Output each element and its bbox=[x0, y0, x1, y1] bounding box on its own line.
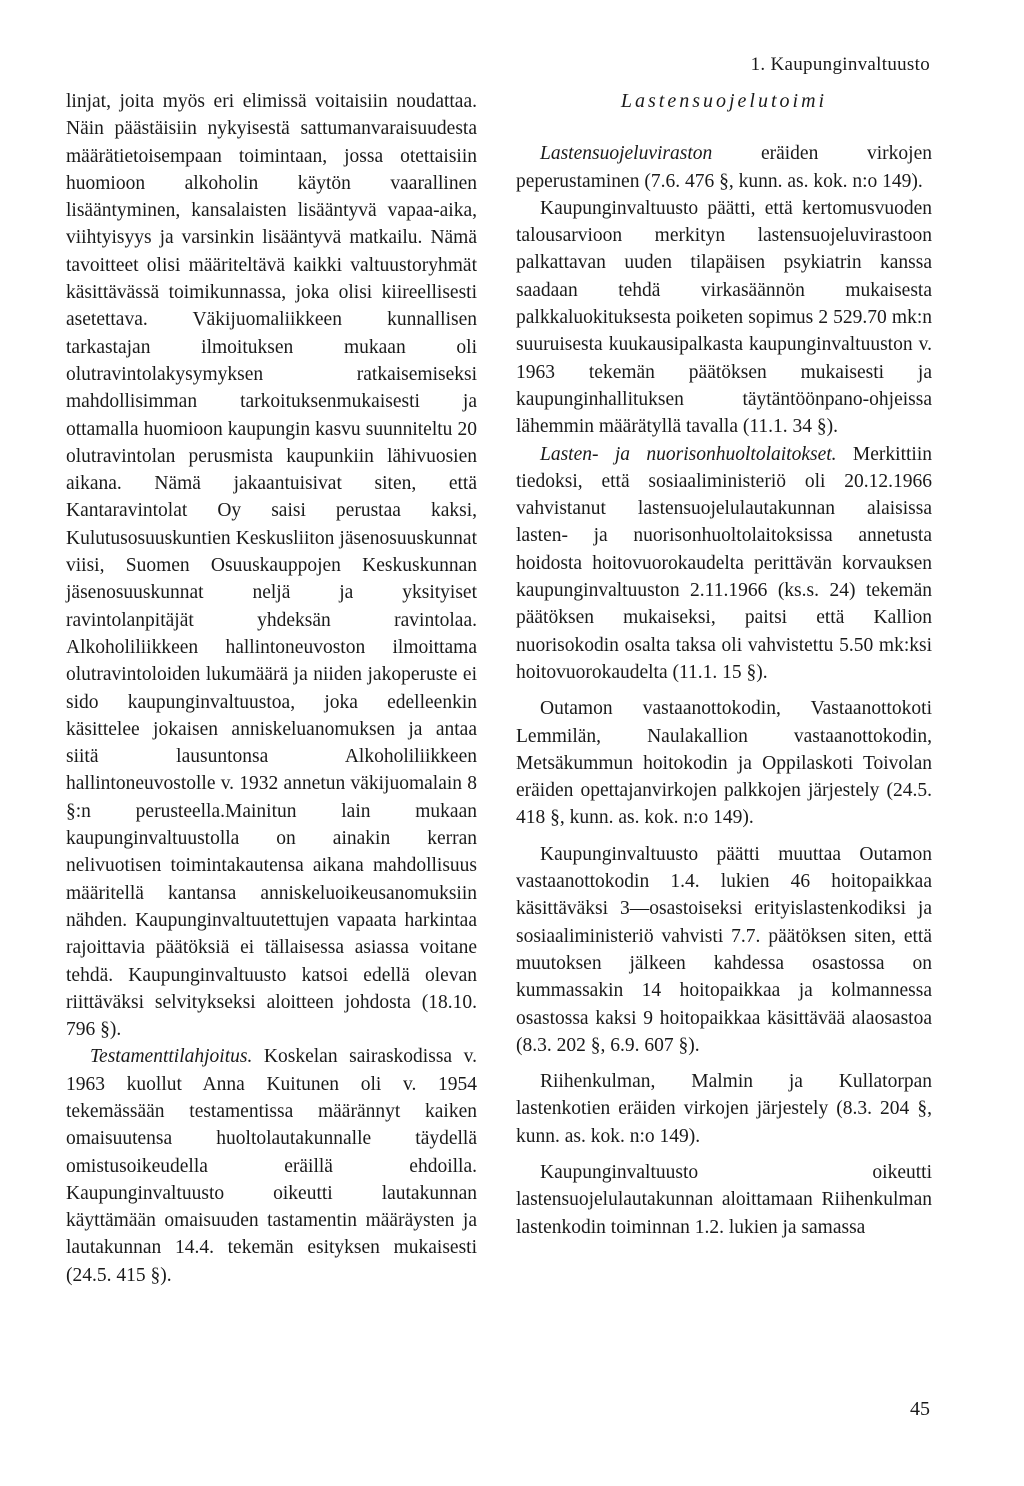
paragraph-huoltolaitokset bbox=[516, 441, 932, 687]
paragraph-continued: linjat, joita myös eri elimissä voitaisiin noudattaa. Näin päästäisiin nykyisestä sattumanvaraisuudesta määrätietoisempaan toimintaan, jossa otettaisiin huomioon alkoholin käytön vaarallinen lisääntyminen, kansalaisten lisääntyvä vapaa-aika, viihtyisyys ja varsinkin lisääntyvä matkailu. Nämä tavoitteet olisi määriteltävä kaikki valtuustoryhmät käsittävässä toimikunnassa, joka olisi kiireellisesti asetettava. Väkijuomaliikkeen kunnallisen tarkastajan ilmoituksen mukaan oli olutravintolakysymyksen ratkaisemiseksi mahdollisimman tarkoituksenmukaisesti ja ottamalla huomioon kaupungin kasvu suunniteltu 20 olutravintolan perusmista kaupunkiin lähivuosien aikana. Nämä jakaantuisivat siten, että Kantaravintolat Oy saisi perustaa kaksi, Kulutusosuuskuntien Keskusliiton jäsenosuuskunnat viisi, Suomen Osuuskauppojen Keskuskunnan jäsenosuuskunnat neljä ja yksityiset ravintolanpitäjät yhdeksän ravintolaa. Alkoholiliikkeen hallintoneuvoston ilmoittama olutravintoloiden lukumäärä ja niiden jakoperuste ei sido kaupunginvaltuustoa, joka edelleenkin käsittelee jokaisen anniskeluanomuksen ja antaa siitä lausuntonsa Alkoholiliikkeen hallintoneuvostolle v. 1932 annetun väkijuomalain 8 §:n perusteella.Mainitun lain mukaan kaupunginvaltuustolla on ainakin kerran nelivuotisen toimintakautensa aikana mahdollisuus määritellä kantansa anniskeluoikeusanomuksiin nähden. Kaupunginvaltuutettujen vapaata harkintaa rajoittavia päätöksiä ei tällaisessa asiassa voitane tehdä. Kaupunginvaltuusto katsoi edellä olevan riittäväksi selvitykseksi aloitteen johdosta (18.10. 796 §). bbox=[66, 91, 477, 1041]
paragraph-outamo: Kaupunginvaltuusto päätti muuttaa Outamon vastaanottokodin 1.4. lukien 46 hoitopaikkaa käsittäväksi 3—osastoiseksi erityislastenkodiksi ja sosiaaliministeriö vahvisti 7.7. päätöksen siten, että muutoksen jälkeen kahdessa osastossa on kummassakin 14 hoitopaikkaa ja kolmannessa osastossa kaksi 9 hoitopaikkaa käsittävää alaosastoa (8.3. 202 §, 6.9. 607 §). bbox=[516, 843, 932, 1056]
paragraph-lastenkodit: Riihenkulman, Malmin ja Kullatorpan lastenkotien eräiden virkojen järjestely (8.3. 204 §, kunn. as. kok. n:o 149). bbox=[516, 1071, 932, 1147]
section-title: Lastensuojelutoimi bbox=[620, 90, 828, 112]
paragraph-testamenttilahjoitus bbox=[66, 1043, 477, 1289]
right-column bbox=[516, 88, 932, 1241]
running-head: 1. Kaupunginvaltuusto bbox=[750, 54, 930, 75]
paragraph-heading: Lasten- ja nuorisonhuoltolaitokset. bbox=[540, 443, 837, 465]
paragraph-riihenkulma: Kaupunginvaltuusto oikeutti lastensuojelulautakunnan aloittamaan Riihenkulman lastenkodin toiminnan 1.2. lukien ja samassa bbox=[516, 1161, 932, 1238]
paragraph-body: eräiden virkojen peperustaminen (7.6. 476 §, kunn. as. kok. n:o 149). bbox=[516, 143, 932, 192]
paragraph-body: Koskelan sairaskodissa v. 1963 kuollut Anna Kuitunen oli v. 1954 tekemässään testamentissa määrännyt kaiken omaisuutensa huoltolautakunnalle täydellä omistusoikeudella eräillä ehdoilla. Kaupunginvaltuusto oikeutti lautakunnan käyttämään omaisuuden tastamentin määräysten ja lautakunnan 14.4. tekemän esityksen mukaisesti (24.5. 415 §). bbox=[66, 1046, 477, 1286]
paragraph-heading: Lastensuojeluviraston bbox=[540, 143, 713, 165]
page-number: 45 bbox=[910, 1398, 930, 1420]
paragraph-body: Merkittiin tiedoksi, että sosiaaliministeriö oli 20.12.1966 vahvistanut lastensuojelulautakunnan alaisissa lasten- ja nuorisonhuoltolaitoksissa annetusta hoidosta hoitovuorokaudelta perittävän korvauksen kaupunginvaltuuston 2.11.1966 (ks.s. 24) tekemän päätöksen mukaiseksi, paitsi että Kallion nuorisokodin osalta taksa oli vahvistettu 5.50 mk:ksi hoitovuorokaudelta (11.1. 15 §). bbox=[516, 443, 932, 683]
paragraph-opettajanvirat: Outamon vastaanottokodin, Vastaanottokoti Lemmilän, Naulakallion vastaanottokodin, Metsäkummun hoitokodin ja Oppilaskoti Toivolan eräiden opettajanvirkojen palkkojen järjestely (24.5. 418 §, kunn. as. kok. n:o 149). bbox=[516, 698, 932, 829]
left-column bbox=[66, 88, 477, 1289]
paragraph-lastensuojeluvirasto bbox=[516, 140, 932, 195]
paragraph-heading: Testamenttilahjoitus. bbox=[90, 1046, 253, 1068]
paragraph-psykiatri: Kaupunginvaltuusto päätti, että kertomusvuoden talousarvioon merkityn lastensuojeluvirastoon palkattavan uuden tilapäisen psykiatrin kanssa saadaan tehdä virkasäännön mukaisesta palkkaluokituksesta poiketen sopimus 2 529.70 mk:n suuruisesta kuukausipalkasta kaupunginvaltuuston v. 1963 tekemän päätöksen mukaisesti ja kaupunginhallituksen täytäntöönpano-ohjeissa lähemmin määrätyllä tavalla (11.1. 34 §). bbox=[516, 197, 932, 438]
